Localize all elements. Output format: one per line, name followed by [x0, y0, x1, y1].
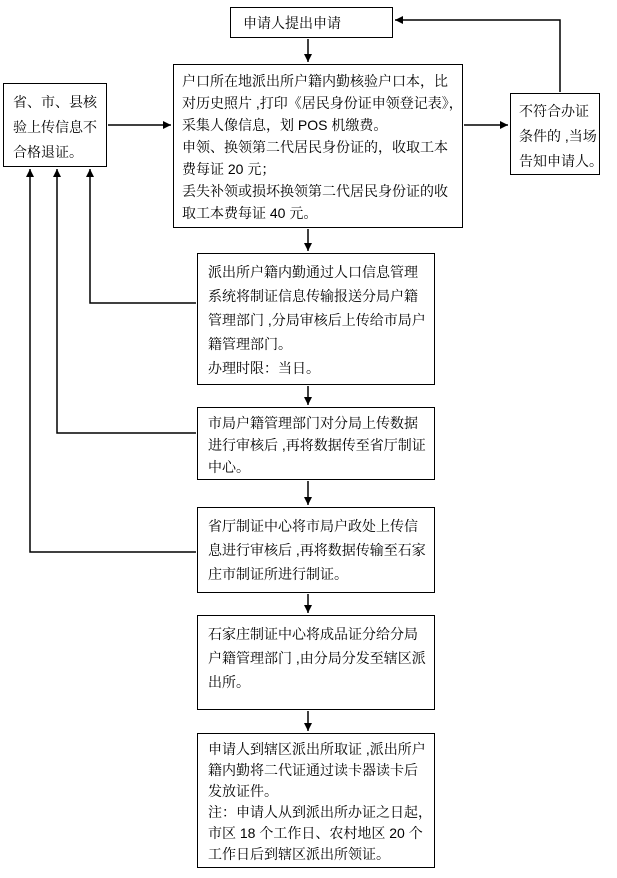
text-line: 省、市、县核 — [13, 94, 97, 110]
text-line: 中心。 — [208, 459, 250, 475]
text-line: 合格退证。 — [13, 144, 83, 160]
text-line: 进行审核后 ,再将数据传至省厅制证 — [208, 437, 426, 453]
text-line: 采集人像信息，划 POS 机缴费。 — [182, 117, 388, 133]
connector-province-to-reject — [30, 169, 196, 552]
text-line: 注：申请人从到派出所办证之日起， — [208, 804, 432, 820]
node-applicant-submit — [230, 7, 393, 38]
text-line: 费每证 20 元； — [182, 161, 276, 177]
text-line: 验上传信息不 — [13, 119, 97, 135]
text-line: 办理时限：当日。 — [208, 360, 320, 376]
node-return-certificate — [3, 83, 107, 167]
node-notify-unqualified — [510, 93, 603, 175]
node-applicant-submit-label: 申请人提出申请 — [243, 14, 341, 31]
text-line: 取工本费每证 40 元。 — [182, 205, 318, 221]
text-line: 丢失补领或损坏换领第二代居民身份证的收 — [182, 183, 448, 199]
text-line: 出所。 — [208, 674, 250, 690]
node-city-bureau-review — [197, 407, 435, 480]
text-line: 对历史照片 ,打印《居民身份证申领登记表》， — [182, 95, 463, 111]
text-line: 籍内勤将二代证通过读卡器读卡后 — [208, 762, 418, 778]
text-line: 不符合办证 — [519, 103, 589, 119]
text-line: 申领、换领第二代居民身份证的，收取工本 — [182, 139, 448, 155]
text-line: 工作日后到辖区派出所领证。 — [208, 846, 390, 862]
text-line: 籍管理部门。 — [208, 336, 292, 352]
text-line: 庄市制证所进行制证。 — [208, 566, 348, 582]
text-line: 市区 18 个工作日、农村地区 20 个 — [208, 825, 423, 841]
node-transmit-to-branch-bureau — [197, 253, 435, 385]
text-line: 告知申请人。 — [519, 153, 603, 169]
text-line: 管理部门 ,分局审核后上传给市局户 — [208, 312, 426, 328]
text-line: 发放证件。 — [208, 783, 278, 799]
text-line: 派出所户籍内勤通过人口信息管理 — [208, 264, 418, 280]
text-line: 户口所在地派出所户籍内勤核验户口本，比 — [182, 73, 448, 89]
text-line: 系统将制证信息传输报送分局户籍 — [208, 288, 418, 304]
node-police-station-accept — [173, 64, 463, 228]
node-province-cert-center — [197, 507, 435, 593]
node-cert-pickup — [197, 733, 435, 868]
text-line: 省厅制证中心将市局户政处上传信 — [208, 518, 418, 534]
text-line: 息进行审核后 ,再将数据传输至石家 — [208, 542, 426, 558]
text-line: 市局户籍管理部门对分局上传数据 — [208, 415, 418, 431]
node-cert-production-distribute — [197, 615, 435, 710]
text-line: 条件的 ,当场 — [519, 128, 597, 144]
text-line: 户籍管理部门 ,由分局分发至辖区派 — [208, 650, 426, 666]
text-line: 申请人到辖区派出所取证 ,派出所户 — [208, 741, 426, 757]
text-line: 石家庄制证中心将成品证分给分局 — [208, 626, 418, 642]
